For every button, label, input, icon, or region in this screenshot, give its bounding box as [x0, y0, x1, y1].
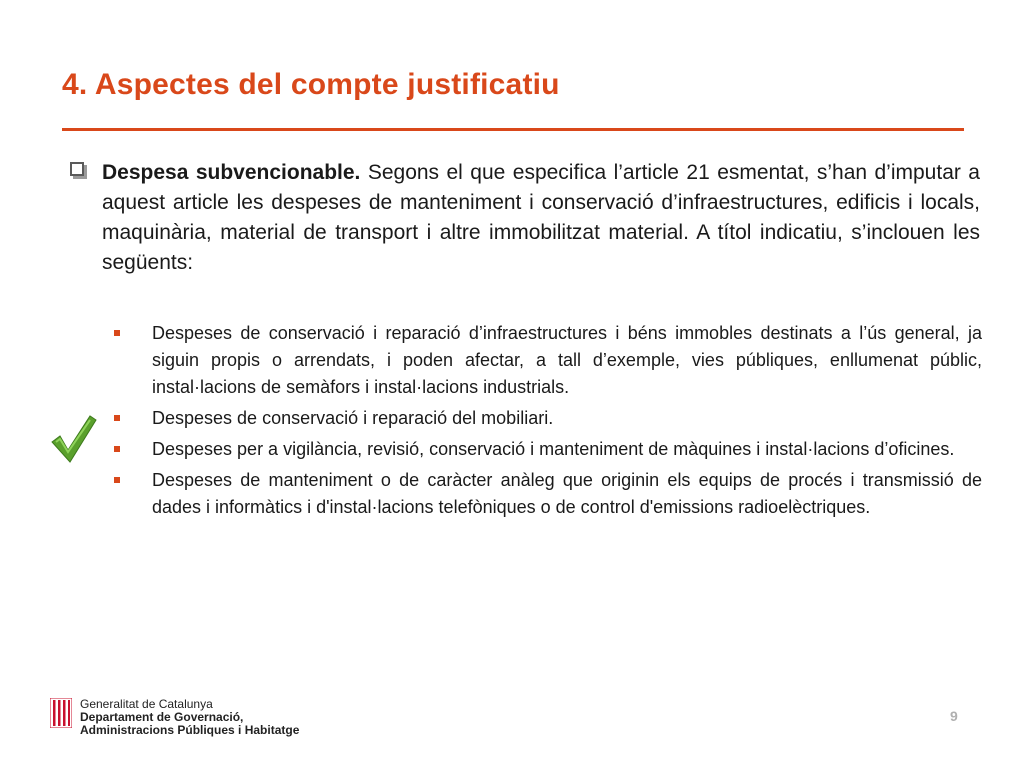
title-divider — [62, 128, 964, 131]
main-bullet-text — [102, 158, 980, 278]
list-item — [110, 436, 982, 463]
list-item-text: Despeses de conservació i reparació d’infraestructures i béns immobles destinats a l’ús general, ja siguin propis o arrendats, i poden afectar, a tall d’exemple, vies públiques, enllumenat públic, instal·lacions de semàfors i instal·lacions industrials. — [152, 323, 982, 397]
checkmark-icon — [50, 412, 98, 464]
square-bullet-icon — [114, 415, 120, 421]
list-item-text: Despeses per a vigilància, revisió, conservació i manteniment de màquines i instal·lacions d’oficines. — [152, 439, 955, 459]
footer-org-name: Generalitat de Catalunya — [80, 697, 213, 711]
square-bullet-icon — [114, 477, 120, 483]
square-bullet-icon — [114, 446, 120, 452]
list-item — [110, 320, 982, 401]
page-number: 9 — [950, 708, 958, 724]
main-bullet-body: Segons el que especifica l’article 21 esmentat, s’han d’imputar a aquest article les despeses de manteniment i conservació d’infraestructures, edificis i locals, maquinària, material de transport i altre immobilitzat material. A títol indicatiu, s’inclouen les següents: — [102, 161, 980, 274]
footer-dept-line2: Administracions Públiques i Habitatge — [80, 723, 300, 737]
slide-title: 4. Aspectes del compte justificatiu — [62, 68, 560, 101]
sub-bullet-list — [110, 320, 982, 525]
square-bullet-icon — [114, 330, 120, 336]
list-item — [110, 405, 982, 432]
footer-organization — [80, 698, 299, 737]
list-item-text: Despeses de manteniment o de caràcter anàleg que originin els equips de procés i transmissió de dades i informàtics i d'instal·lacions telefòniques o de control d'emissions radioelèctriques. — [152, 470, 982, 517]
checkbox-bullet-icon — [70, 162, 84, 176]
list-item — [110, 467, 982, 521]
main-bullet — [70, 158, 980, 278]
generalitat-logo-icon — [50, 698, 72, 728]
main-bullet-bold: Despesa subvencionable. — [102, 161, 361, 184]
footer-dept-line1: Departament de Governació, — [80, 710, 244, 724]
list-item-text: Despeses de conservació i reparació del mobiliari. — [152, 408, 554, 428]
